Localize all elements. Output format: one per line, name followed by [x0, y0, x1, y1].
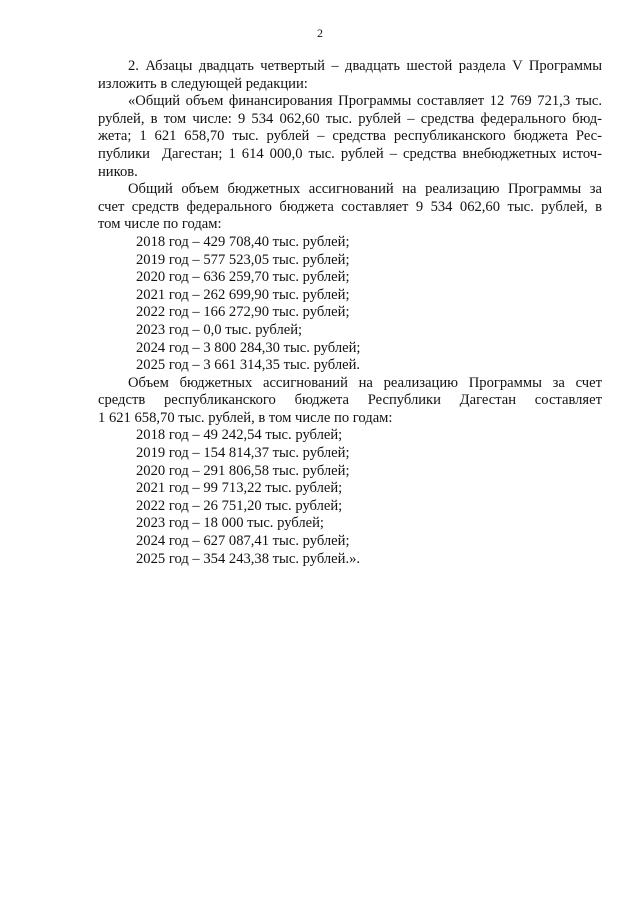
paragraph-republican-budget: [98, 375, 602, 428]
year-line: 2020 год – 291 806,58 тыс. рублей;: [136, 462, 350, 479]
text-line: том числе по годам:: [98, 216, 222, 233]
text-line: «Общий объем финансирования Программы составляет 12 769 721,3 тыс.: [128, 93, 602, 110]
text-line: Общий объем бюджетных ассигнований на реализацию Программы за: [128, 181, 602, 198]
year-line: 2023 год – 18 000 тыс. рублей;: [136, 515, 324, 532]
text-line: 1 621 658,70 тыс. рублей, в том числе по годам:: [98, 409, 393, 426]
year-line: 2019 год – 577 523,05 тыс. рублей;: [136, 251, 350, 268]
federal-year-list: [98, 234, 602, 375]
year-line: 2024 год – 627 087,41 тыс. рублей;: [136, 533, 350, 550]
text-line: счет средств федерального бюджета составляет 9 534 062,60 тыс. рублей, в: [98, 198, 602, 215]
text-line: средств республиканского бюджета Республики Дагестан составляет: [98, 392, 602, 409]
text-line: публики Дагестан; 1 614 000,0 тыс. рублей – средства внебюджетных источ-: [98, 145, 602, 162]
document-body: [98, 58, 602, 568]
text-line: 2. Абзацы двадцать четвертый – двадцать шестой раздела V Программы: [128, 58, 602, 74]
paragraph-total-financing: [98, 93, 602, 181]
year-line: 2018 год – 429 708,40 тыс. рублей;: [136, 233, 350, 250]
year-line: 2022 год – 166 272,90 тыс. рублей;: [136, 304, 350, 321]
year-line: 2024 год – 3 800 284,30 тыс. рублей;: [136, 339, 361, 356]
text-line: ников.: [98, 163, 138, 180]
year-line: 2019 год – 154 814,37 тыс. рублей;: [136, 445, 350, 462]
year-line: 2021 год – 262 699,90 тыс. рублей;: [136, 286, 350, 303]
year-line: 2023 год – 0,0 тыс. рублей;: [136, 321, 303, 338]
text-line: жета; 1 621 658,70 тыс. рублей – средства республиканского бюджета Рес-: [98, 128, 602, 145]
text-line: рублей, в том числе: 9 534 062,60 тыс. рублей – средства федерального бюд-: [98, 110, 602, 127]
year-line: 2020 год – 636 259,70 тыс. рублей;: [136, 269, 350, 286]
year-line: 2018 год – 49 242,54 тыс. рублей;: [136, 427, 343, 444]
text-line: изложить в следующей редакции:: [98, 75, 308, 92]
paragraph-federal-budget: [98, 181, 602, 234]
year-line: 2021 год – 99 713,22 тыс. рублей;: [136, 480, 343, 497]
year-line: 2025 год – 3 661 314,35 тыс. рублей.: [136, 357, 361, 374]
page-number: 2: [317, 26, 323, 40]
year-line: 2022 год – 26 751,20 тыс. рублей;: [136, 497, 343, 514]
paragraph-item-2: [98, 58, 602, 93]
text-line: Объем бюджетных ассигнований на реализацию Программы за счет: [128, 374, 602, 391]
year-line: 2025 год – 354 243,38 тыс. рублей.».: [136, 550, 361, 567]
republican-year-list: [98, 427, 602, 568]
